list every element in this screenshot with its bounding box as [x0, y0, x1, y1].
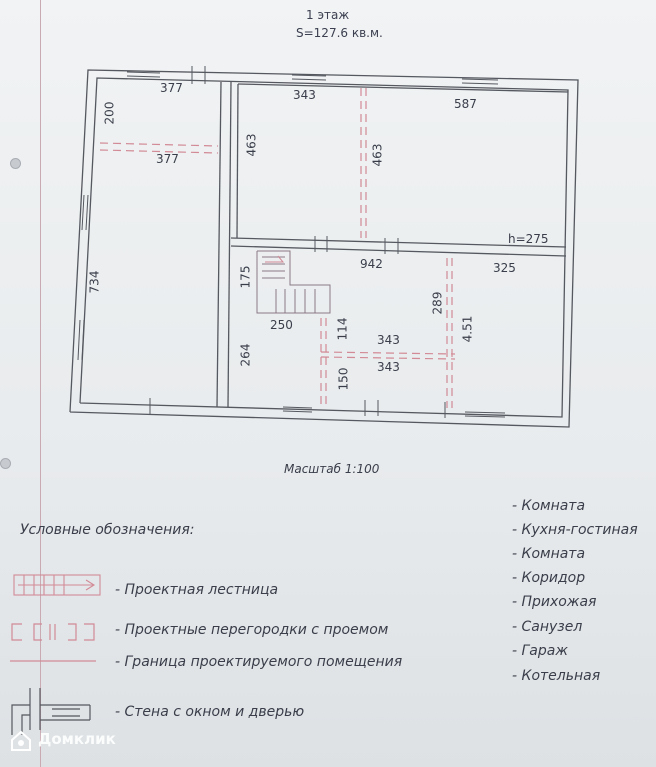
dim-label: 377 [156, 152, 179, 166]
dim-label: h=275 [508, 232, 549, 246]
dim-label: 343 [377, 360, 400, 374]
dim-label: 942 [360, 257, 383, 271]
legend-item: - Проектные перегородки с проемом [115, 622, 389, 638]
room-item: - Комната [512, 498, 586, 514]
floor-title: 1 этаж [306, 8, 350, 22]
dim-label: 114 [335, 317, 350, 341]
room-item: - Комната [512, 546, 586, 562]
room-item: - Санузел [512, 619, 583, 635]
dim-label: 4.51 [460, 315, 475, 343]
legend-item: - Проектная лестница [115, 582, 279, 598]
dim-label: 587 [454, 97, 477, 111]
domclick-logo-icon [10, 730, 32, 752]
legend-item: - Стена с окном и дверью [115, 704, 305, 720]
dim-label: 150 [336, 367, 351, 391]
dim-label: 343 [377, 333, 400, 347]
legend-item: - Граница проектируемого помещения [115, 654, 403, 670]
legend-partition-symbol [12, 624, 94, 640]
dim-label: 289 [430, 291, 445, 315]
dim-label: 463 [370, 143, 385, 167]
room-item: - Кухня-гостиная [512, 522, 638, 538]
dim-label: 343 [293, 88, 316, 102]
room-item: - Прихожая [512, 594, 597, 610]
dim-label: 734 [87, 270, 102, 294]
scale-label: Масштаб 1:100 [284, 462, 380, 476]
dim-label: 175 [238, 265, 253, 289]
legend-title: Условные обозначения: [20, 522, 195, 538]
dim-label: 325 [493, 261, 516, 275]
legend-wall-symbol [12, 688, 90, 735]
dim-label: 463 [244, 133, 259, 157]
room-item: - Гараж [512, 643, 568, 659]
dim-label: 264 [238, 343, 253, 367]
legend-stair-symbol [14, 575, 100, 595]
dim-label: 200 [102, 101, 117, 125]
dim-label: 250 [270, 318, 293, 332]
watermark-text: Домклик [38, 730, 116, 748]
room-item: - Коридор [512, 570, 586, 586]
dim-label: 377 [160, 81, 183, 95]
floor-area: S=127.6 кв.м. [296, 26, 383, 40]
room-item: - Котельная [512, 668, 601, 684]
